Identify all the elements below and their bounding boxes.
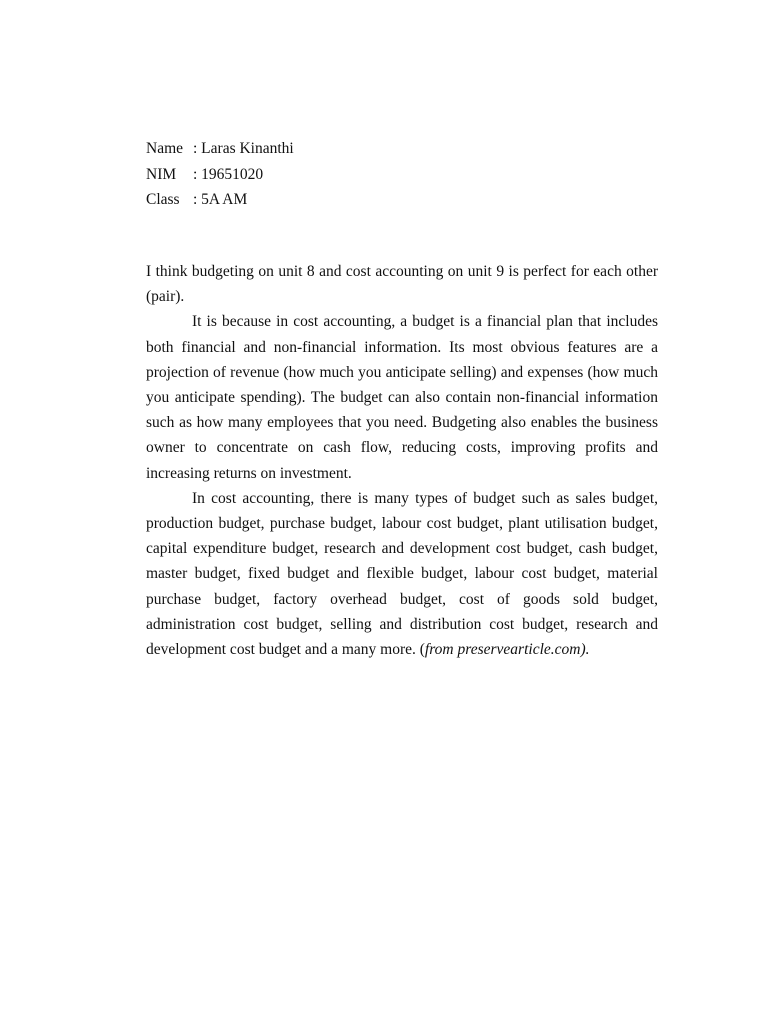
paragraph-budget-types-text: In cost accounting, there is many types of budget such as sales budget, production budget, purchase budget, labour cost budget, plant utilisation budget, capital expenditure budget, research and development cost budget, cash budget, master budget, fixed budget and flexible budget, labour cost budget, material purchase budget, factory overhead budget, cost of goods sold budget, administration cost budget, selling and distribution cost budget, research and development cost budget and a many more. (	[146, 489, 658, 659]
paragraph-budget-types	[146, 486, 658, 662]
name-row	[146, 136, 294, 162]
class-value: : 5A AM	[193, 191, 248, 208]
essay-body	[146, 259, 658, 662]
paragraph-intro: I think budgeting on unit 8 and cost accounting on unit 9 is perfect for each other (pair).	[146, 263, 658, 306]
paragraph-budget-definition: It is because in cost accounting, a budget is a financial plan that includes both financial and non-financial information. Its most obvious features are a projection of revenue (how much you anticipate selling) and expenses (how much you anticipate spending). The budget can also contain non-financial information such as how many employees that you need. Budgeting also enables the business owner to concentrate on cash flow, reducing costs, improving profits and increasing returns on investment.	[146, 313, 658, 482]
nim-label: NIM	[146, 165, 177, 183]
source-citation: from preservearticle.com).	[424, 641, 590, 659]
name-value: : Laras Kinanthi	[193, 140, 294, 157]
nim-row	[146, 162, 294, 188]
class-row	[146, 187, 294, 213]
nim-value: : 19651020	[193, 165, 264, 183]
name-label: Name	[146, 140, 184, 157]
student-info	[146, 136, 294, 213]
class-label: Class	[146, 191, 180, 208]
